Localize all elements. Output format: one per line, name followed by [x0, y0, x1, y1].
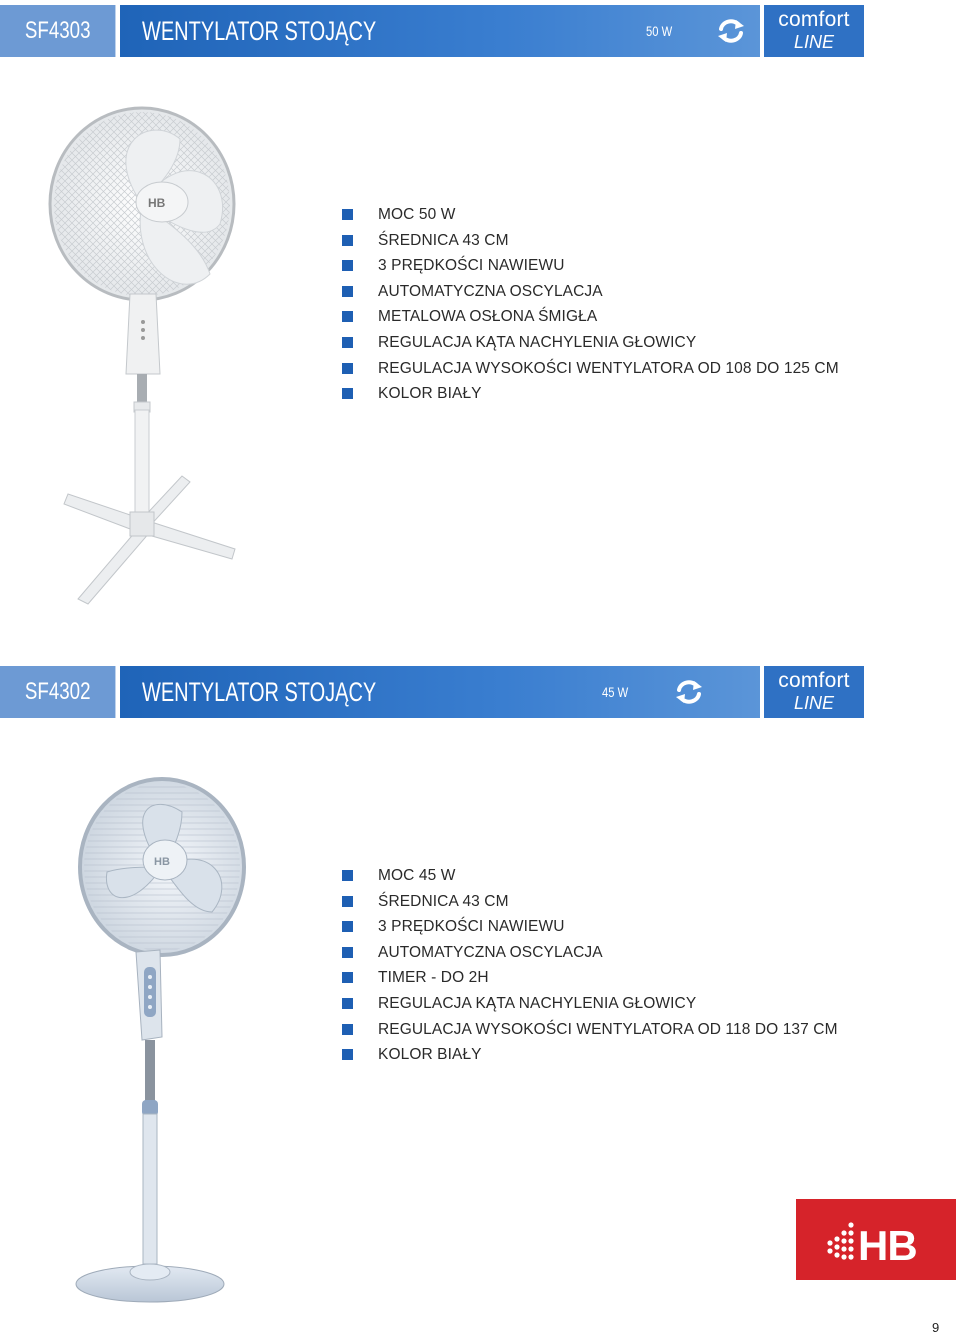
feature-text: AUTOMATYCZNA OSCYLACJA [378, 943, 603, 961]
title-bar [120, 666, 760, 718]
product-title: WENTYLATOR STOJĄCY [142, 677, 377, 707]
bullet-square-icon [342, 972, 353, 983]
feature-text: REGULACJA WYSOKOŚCI WENTYLATORA OD 118 DO 137 CM [378, 1020, 838, 1038]
feature-text: REGULACJA KĄTA NACHYLENIA GŁOWICY [378, 333, 697, 351]
comfort-label: comfort [778, 669, 850, 692]
product-photo-sf4303 [30, 104, 272, 610]
comfort-label: comfort [778, 8, 850, 31]
bullet-square-icon [342, 337, 353, 348]
feature-text: TIMER - DO 2H [378, 969, 489, 987]
feature-text: MOC 45 W [378, 867, 456, 884]
feature-item [342, 356, 839, 382]
product-code: SF4303 [0, 5, 115, 57]
feature-item [342, 991, 838, 1017]
feature-list-sf4302 [342, 863, 838, 1068]
bullet-square-icon [342, 286, 353, 297]
rotate-arrows-icon [675, 678, 703, 706]
bullet-square-icon [342, 209, 353, 220]
fan-hb-logo: HB [148, 196, 166, 210]
bullet-square-icon [342, 1024, 353, 1035]
bullet-square-icon [342, 1049, 353, 1060]
feature-item [342, 253, 839, 279]
feature-text: 3 PRĘDKOŚCI NAWIEWU [378, 257, 565, 275]
feature-item [342, 889, 838, 915]
hb-logo [796, 1199, 956, 1280]
feature-item [342, 279, 839, 305]
feature-item [342, 1042, 838, 1068]
feature-text: ŚREDNICA 43 CM [378, 231, 509, 249]
feature-item [342, 914, 838, 940]
feature-text: 3 PRĘDKOŚCI NAWIEWU [378, 918, 565, 936]
feature-list-sf4303 [342, 202, 839, 407]
page-number: 9 [932, 1320, 940, 1335]
comfort-line-badge [764, 666, 864, 718]
feature-item [342, 202, 839, 228]
line-label: LINE [793, 693, 835, 713]
feature-text: AUTOMATYCZNA OSCYLACJA [378, 282, 603, 300]
bullet-square-icon [342, 947, 353, 958]
bullet-square-icon [342, 896, 353, 907]
feature-text: ŚREDNICA 43 CM [378, 892, 509, 910]
product-code: SF4302 [0, 666, 115, 718]
bullet-square-icon [342, 388, 353, 399]
bullet-square-icon [342, 921, 353, 932]
hb-logo-text: HB [858, 1222, 917, 1269]
bullet-square-icon [342, 870, 353, 881]
feature-item [342, 1017, 838, 1043]
comfort-line-badge [764, 5, 864, 57]
title-bar [120, 5, 760, 57]
feature-item [342, 304, 839, 330]
product-title: WENTYLATOR STOJĄCY [142, 16, 377, 46]
power-rating: 45 W [602, 684, 629, 700]
feature-text: REGULACJA KĄTA NACHYLENIA GŁOWICY [378, 994, 697, 1012]
feature-text: MOC 50 W [378, 206, 456, 223]
line-label: LINE [793, 32, 835, 52]
feature-item [342, 228, 839, 254]
feature-item [342, 940, 838, 966]
bullet-square-icon [342, 260, 353, 271]
feature-item [342, 863, 838, 889]
feature-item [342, 330, 839, 356]
hb-logo-mark [796, 1199, 956, 1280]
feature-text: KOLOR BIAŁY [378, 1046, 482, 1064]
power-rating: 50 W [646, 23, 673, 39]
product-photo-sf4302 [62, 772, 246, 1312]
feature-text: REGULACJA WYSOKOŚCI WENTYLATORA OD 108 DO 125 CM [378, 359, 839, 377]
feature-item [342, 381, 839, 407]
bullet-square-icon [342, 363, 353, 374]
feature-text: METALOWA OSŁONA ŚMIGŁA [378, 308, 598, 326]
bullet-square-icon [342, 998, 353, 1009]
fan-hb-logo: HB [154, 856, 170, 868]
bullet-square-icon [342, 311, 353, 322]
product-banner-sf4303 [0, 5, 864, 57]
feature-text: KOLOR BIAŁY [378, 385, 482, 403]
product-banner-sf4302 [0, 666, 864, 718]
bullet-square-icon [342, 235, 353, 246]
feature-item [342, 965, 838, 991]
rotate-arrows-icon [717, 17, 745, 45]
